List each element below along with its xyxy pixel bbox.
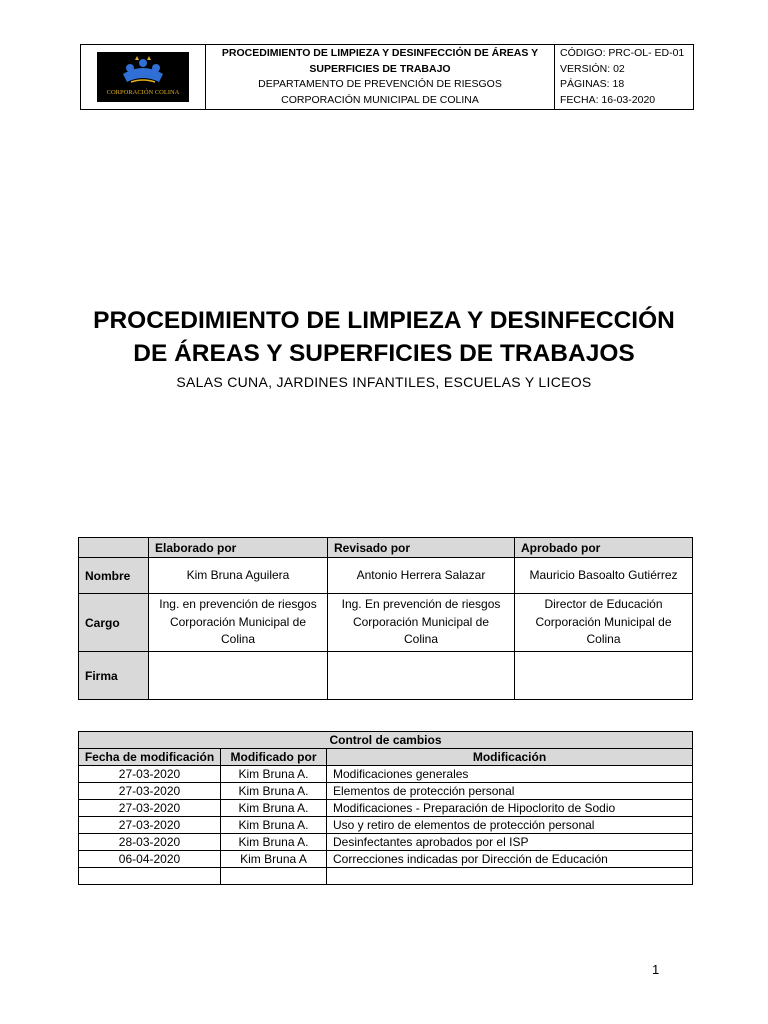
empty-cell [327, 868, 693, 885]
document-subtitle: SALAS CUNA, JARDINES INFANTILES, ESCUELAS Y LICEOS [176, 374, 592, 390]
header-meta-cell [555, 45, 694, 110]
approval-header-aprobado: Aprobado por [515, 538, 693, 558]
header-codigo: CÓDIGO: PRC-OL- ED-01 [560, 47, 685, 59]
change-author: Kim Bruna A. [221, 766, 327, 783]
header-modificado-por: Modificado por [221, 749, 327, 766]
name-aprobado: Mauricio Basoalto Gutiérrez [515, 558, 693, 594]
approval-header-row [79, 538, 693, 558]
change-description: Modificaciones - Preparación de Hipoclorito de Sodio [327, 800, 693, 817]
header-department: DEPARTAMENTO DE PREVENCIÓN DE RIESGOS [258, 78, 502, 90]
header-fecha-modificacion: Fecha de modificación [79, 749, 221, 766]
document-title-line1: PROCEDIMIENTO DE LIMPIEZA Y DESINFECCIÓN [93, 307, 675, 334]
header-modificacion: Modificación [327, 749, 693, 766]
empty-cell [221, 868, 327, 885]
change-author: Kim Bruna A. [221, 834, 327, 851]
cargo-line: Corporación Municipal de [352, 614, 490, 629]
header-title-line1: PROCEDIMIENTO DE LIMPIEZA Y DESINFECCIÓN DE ÁREAS Y [221, 47, 539, 59]
header-corporation: CORPORACIÓN MUNICIPAL DE COLINA [281, 93, 479, 106]
change-description: Desinfectantes aprobados por el ISP [327, 834, 693, 851]
logo-text: CORPORACIÓN COLINA [106, 89, 180, 96]
cargo-line: Corporación Municipal de [169, 614, 307, 629]
cargo-line: Ing. en prevención de riesgos [159, 597, 317, 612]
table-row [79, 817, 693, 834]
change-description: Elementos de protección personal [327, 783, 693, 800]
firma-aprobado [515, 652, 693, 700]
document-title [0, 304, 768, 370]
change-description: Uso y retiro de elementos de protección personal [327, 817, 693, 834]
page-number: 1 [652, 962, 660, 977]
document-header [80, 44, 694, 110]
cargo-line: Corporación Municipal de [535, 614, 672, 629]
header-version: VERSIÓN: 02 [560, 62, 625, 75]
change-author: Kim Bruna A [221, 851, 327, 868]
approval-row-cargo [79, 594, 693, 652]
table-row [79, 783, 693, 800]
header-title-line2: SUPERFICIES DE TRABAJO [309, 62, 451, 75]
cargo-line: Ing. En prevención de riesgos [341, 597, 501, 612]
cargo-line: Director de Educación [544, 597, 663, 612]
change-control-title: Control de cambios [79, 732, 693, 749]
document-title-line2: DE ÁREAS Y SUPERFICIES DE TRABAJOS [133, 340, 635, 367]
row-label-nombre: Nombre [79, 558, 149, 594]
change-description: Modificaciones generales [327, 766, 693, 783]
change-author: Kim Bruna A. [221, 783, 327, 800]
table-row [79, 800, 693, 817]
change-date: 06-04-2020 [79, 851, 221, 868]
header-paginas: PÁGINAS: 18 [560, 78, 625, 90]
approval-header-revisado: Revisado por [328, 538, 515, 558]
table-row [79, 766, 693, 783]
change-author: Kim Bruna A. [221, 800, 327, 817]
logo-cell [81, 45, 206, 110]
change-description: Correcciones indicadas por Dirección de Educación [327, 851, 693, 868]
header-fecha: FECHA: 16-03-2020 [560, 93, 656, 106]
change-control-header-row [79, 749, 693, 766]
cargo-aprobado [515, 594, 693, 652]
cargo-revisado [328, 594, 515, 652]
corporacion-colina-logo [97, 52, 189, 102]
header-title-cell [206, 45, 555, 110]
change-date: 28-03-2020 [79, 834, 221, 851]
approval-row-nombre [79, 558, 693, 594]
cargo-line: Colina [586, 632, 621, 647]
change-control-table [78, 731, 693, 885]
row-label-cargo: Cargo [79, 594, 149, 652]
change-date: 27-03-2020 [79, 817, 221, 834]
cargo-line: Colina [220, 632, 256, 647]
row-label-firma: Firma [79, 652, 149, 700]
change-date: 27-03-2020 [79, 766, 221, 783]
approval-table [78, 537, 693, 700]
table-row [79, 834, 693, 851]
change-date: 27-03-2020 [79, 800, 221, 817]
approval-row-firma [79, 652, 693, 700]
cargo-elaborado [149, 594, 328, 652]
table-row [79, 851, 693, 868]
approval-header-blank [79, 538, 149, 558]
change-date: 27-03-2020 [79, 783, 221, 800]
empty-cell [79, 868, 221, 885]
cargo-line: Colina [403, 632, 439, 647]
name-elaborado: Kim Bruna Aguilera [149, 558, 328, 594]
firma-revisado [328, 652, 515, 700]
table-row-empty [79, 868, 693, 885]
change-control-title-row [79, 732, 693, 749]
approval-header-elaborado: Elaborado por [149, 538, 328, 558]
change-author: Kim Bruna A. [221, 817, 327, 834]
name-revisado: Antonio Herrera Salazar [328, 558, 515, 594]
firma-elaborado [149, 652, 328, 700]
